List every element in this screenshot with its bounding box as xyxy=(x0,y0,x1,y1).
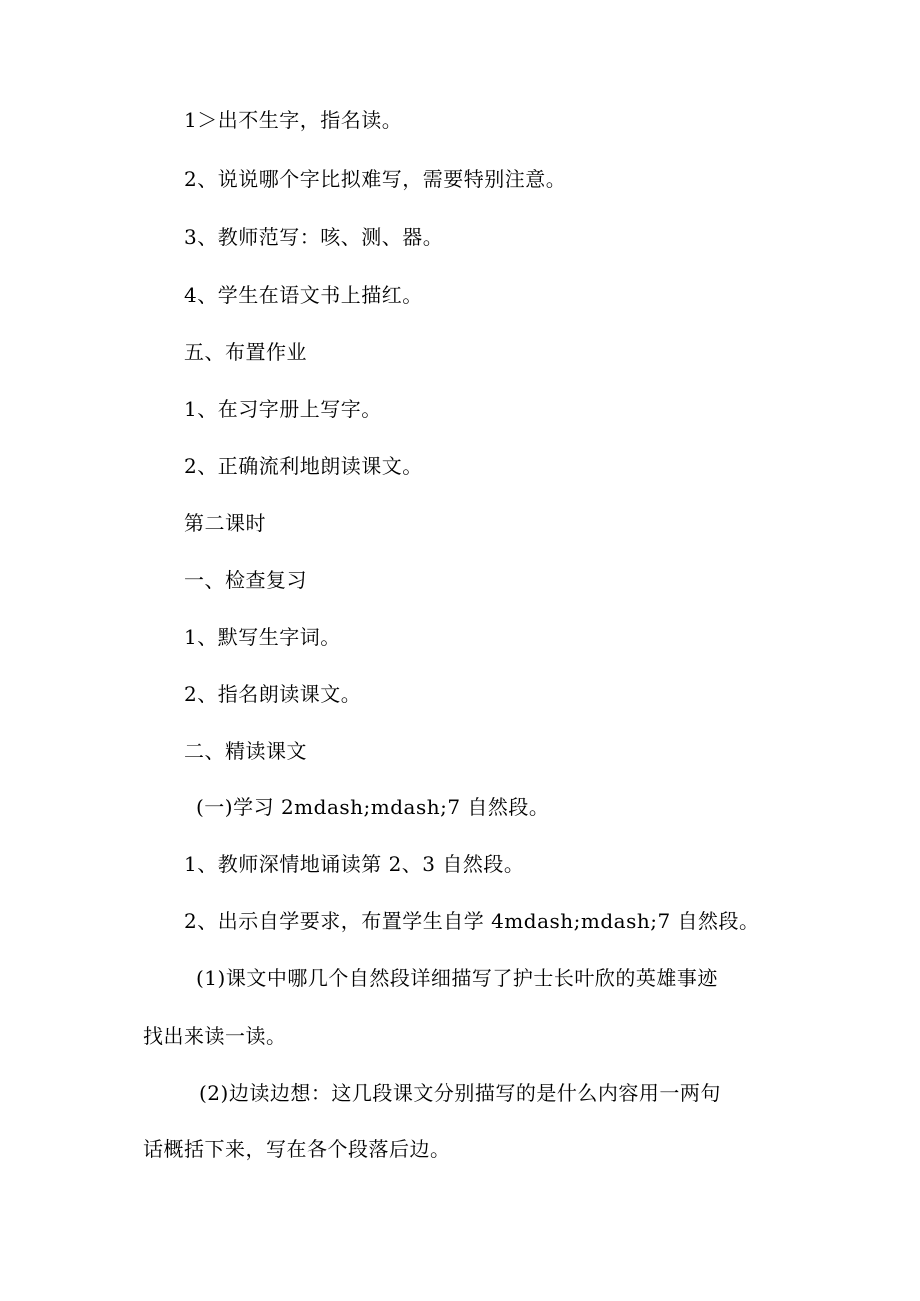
text-line-2: 2、说说哪个字比拟难写，需要特别注意。 xyxy=(184,167,567,191)
text-line-7: 2、正确流利地朗读课文。 xyxy=(184,454,423,478)
text-line-10: 1、默写生字词。 xyxy=(184,625,341,649)
lesson-heading-second: 第二课时 xyxy=(184,511,266,535)
section-heading-assignment: 五、布置作业 xyxy=(184,340,307,364)
text-line-15: 2、出示自学要求，布置学生自学 4mdash;mdash;7 自然段。 xyxy=(184,909,760,933)
question-1-line-2: 找出来读一读。 xyxy=(143,1024,287,1048)
question-2-line-1: (2)边读边想：这几段课文分别描写的是什么内容用一两句 xyxy=(199,1081,721,1105)
text-line-1: 1＞出不生字，指名读。 xyxy=(184,108,403,132)
question-2-line-2: 话概括下来，写在各个段落后边。 xyxy=(143,1137,451,1161)
section-heading-review: 一、检查复习 xyxy=(184,568,307,592)
text-line-3: 3、教师范写：咳、测、器。 xyxy=(184,225,444,249)
text-line-4: 4、学生在语文书上描红。 xyxy=(184,283,423,307)
subsection-heading: (一)学习 2mdash;mdash;7 自然段。 xyxy=(196,795,550,819)
section-heading-reading: 二、精读课文 xyxy=(184,739,307,763)
question-1-line-1: (1)课文中哪几个自然段详细描写了护士长叶欣的英雄事迹 xyxy=(196,966,718,990)
text-line-6: 1、在习字册上写字。 xyxy=(184,397,382,421)
text-line-14: 1、教师深情地诵读第 2、3 自然段。 xyxy=(184,852,525,876)
text-line-11: 2、指名朗读课文。 xyxy=(184,682,362,706)
